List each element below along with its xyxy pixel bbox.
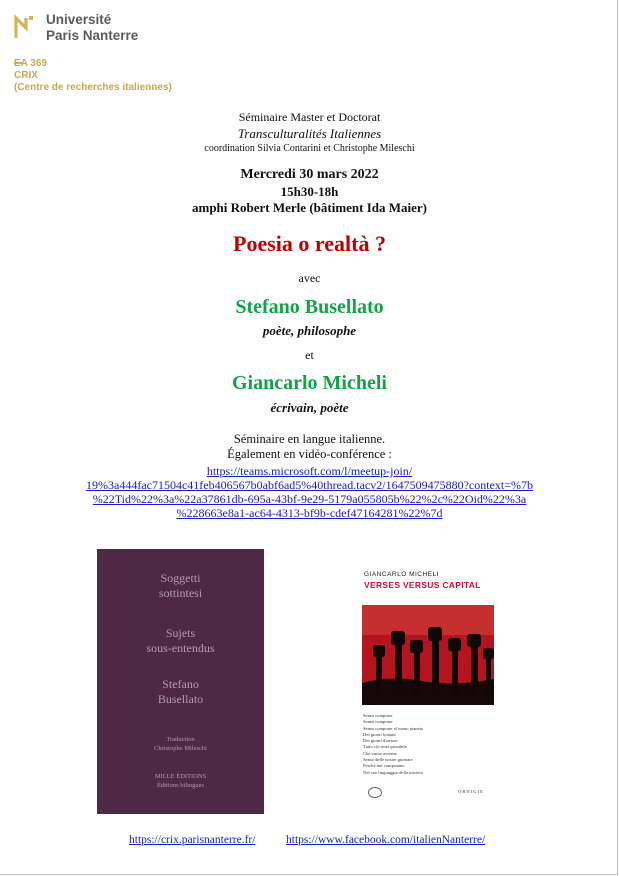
book1-title-it-2: sottintesi xyxy=(158,586,203,600)
speaker1-role: poète, philosophe xyxy=(262,323,357,338)
university-name-line1: Université xyxy=(46,12,112,27)
book2-publisher: ORNIGIE xyxy=(458,789,484,794)
lab-name: (Centre de recherches italiennes) xyxy=(14,82,172,93)
book1-title-fr-1: Sujets xyxy=(165,626,196,640)
university-name-line2: Paris Nanterre xyxy=(46,28,139,43)
lab-code: EA 369 xyxy=(14,58,47,69)
seminar-coordination: coordination Silvia Contarini et Christophe Mileschi xyxy=(204,143,415,154)
book1-series: Éditions bilingues xyxy=(156,782,205,789)
poem-line: Senza comprare al tuono pianeta xyxy=(363,725,423,731)
poem-line: Senso delle nostre giornate xyxy=(363,757,413,763)
avec-text: avec xyxy=(298,271,321,285)
lab-acronym: CRIX xyxy=(14,70,38,81)
poem-line: Senza comprare xyxy=(363,719,393,725)
book2-title: VERSES VERSUS CAPITAL xyxy=(364,580,481,590)
raised-fists-image xyxy=(362,605,494,705)
language-note: Séminaire en langue italienne. xyxy=(233,432,386,446)
book1-publisher: MILLE ÉDITIONS xyxy=(154,773,207,780)
speaker1-name: Stefano Busellato xyxy=(235,296,384,318)
book-cover-soggetti-sottintesi xyxy=(97,549,264,814)
lab-info xyxy=(14,58,172,94)
et-text: et xyxy=(305,348,314,362)
event-place: amphi Robert Merle (bâtiment Ida Maier) xyxy=(191,200,428,215)
teams-link-line3[interactable]: %22Tid%22%3a%22a37861db-695a-43bf-9e29-5179a055805b%22%2c%22Oid%22%3a xyxy=(92,492,527,506)
poem-line: Nel suo linguaggio della miseria xyxy=(363,769,423,775)
book1-translation-label: Traduction xyxy=(166,736,195,743)
poem-line: Tutto ciò resta possibile xyxy=(363,744,407,750)
speaker2-role: écrivain, poète xyxy=(270,400,349,415)
teams-link-line1[interactable]: https://teams.microsoft.com/l/meetup-join/ xyxy=(206,464,413,478)
book1-title-it-1: Soggetti xyxy=(160,571,201,585)
facebook-link[interactable]: https://www.facebook.com/italienNanterre/ xyxy=(286,834,486,846)
poem-line: Perché noi compriamo xyxy=(363,763,405,769)
crix-website-link[interactable]: https://crix.parisnanterre.fr/ xyxy=(129,834,256,846)
book-cover-verses-versus-capital xyxy=(358,567,498,807)
teams-link-line2[interactable]: 19%3a444fac71504c41feb406567b0abf6ad5%40thread.tacv2/1647509475880?context=%7b xyxy=(86,478,533,492)
video-note: Également en vidéo-conférence : xyxy=(227,447,392,461)
book1-translator: Christophe Mileschi xyxy=(154,745,207,752)
book1-title-fr-2: sous-entendus xyxy=(146,641,215,655)
poem-line: Dei giorni lontani xyxy=(363,731,396,737)
event-time: 15h30-18h xyxy=(280,184,339,199)
poem-line: Che vuoto avremo xyxy=(363,750,397,756)
book2-poem xyxy=(363,713,423,776)
book1-author-1: Stefano xyxy=(162,677,199,691)
book2-author: GIANCARLO MICHELI xyxy=(364,571,439,578)
teams-link-line4[interactable]: %228663e8a1-ac64-4313-bf9b-cdef47164281%22%7d xyxy=(176,506,443,520)
university-logo-icon xyxy=(14,14,38,42)
seminar-kind: Séminaire Master et Doctorat xyxy=(238,110,381,124)
publisher-seal-icon xyxy=(368,787,382,798)
event-date: Mercredi 30 mars 2022 xyxy=(240,167,379,182)
poem-line: Senza comprare xyxy=(363,713,393,718)
speaker2-name: Giancarlo Micheli xyxy=(232,372,387,394)
seminar-title: Transculturalités Italiennes xyxy=(237,126,382,141)
book1-author-2: Busellato xyxy=(157,692,204,706)
poem-line: Dei giorni d'amore xyxy=(363,738,398,744)
main-title: Poesia o realtà ? xyxy=(233,231,386,256)
